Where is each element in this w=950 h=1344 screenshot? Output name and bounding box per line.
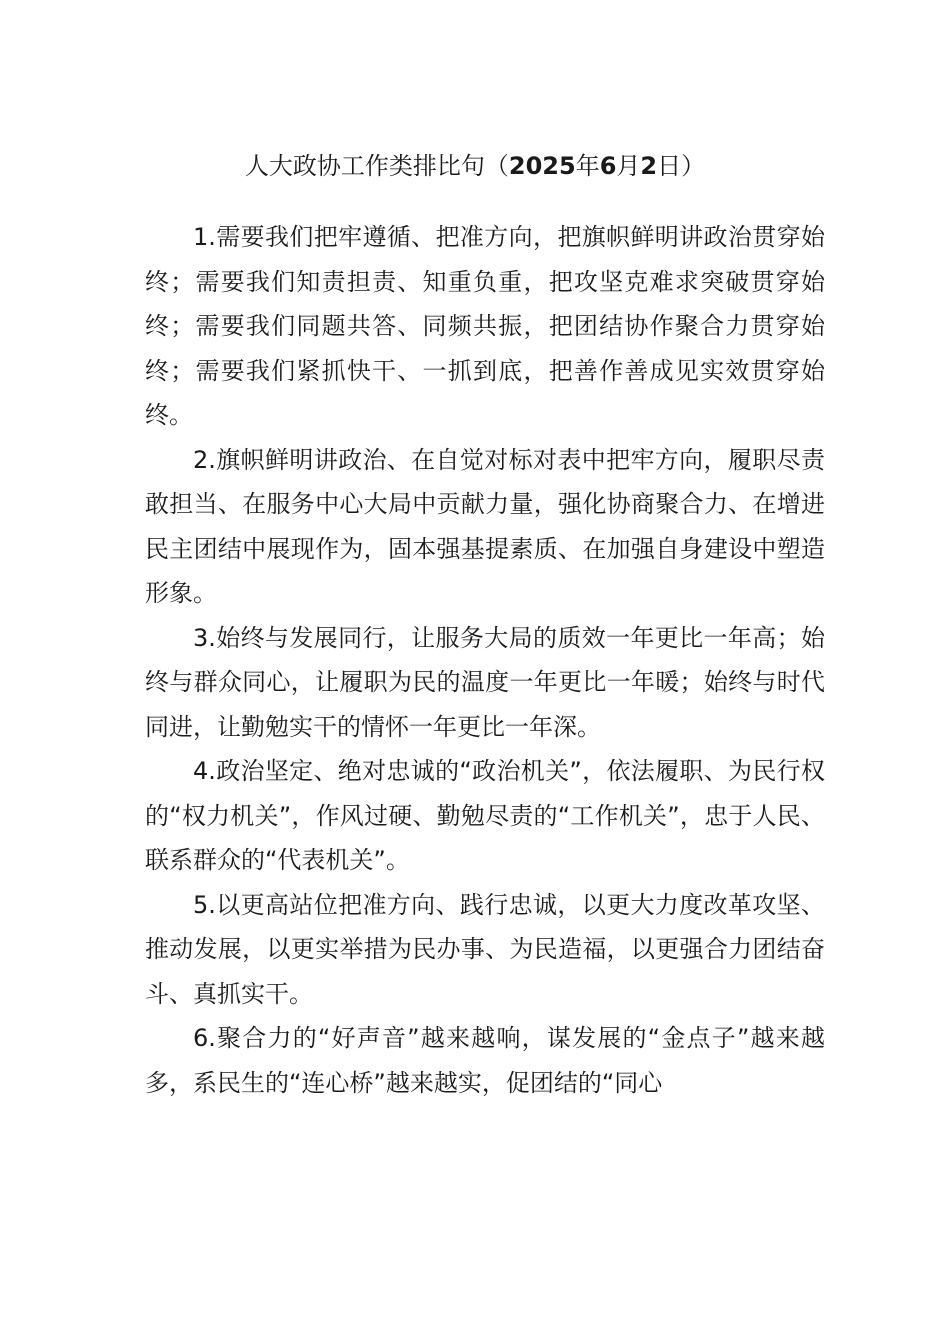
paragraph-5: 5.以更高站位把准方向、践行忠诚，以更大力度改革攻坚、推动发展，以更实举措为民办事、为民造福，以更强合力团结奋斗、真抓实干。 — [145, 890, 825, 1008]
document-title — [0, 144, 950, 188]
paragraph-1: 1.需要我们把牢遵循、把准方向，把旗帜鲜明讲政治贯穿始终；需要我们知责担责、知重负重，把攻坚克难求突破贯穿始终；需要我们同题共答、同频共振，把团结协作聚合力贯穿始终；需要我们紧抓快干、一抓到底，把善作善成见实效贯穿始终。 — [145, 223, 825, 429]
paragraph-3: 3.始终与发展同行，让服务大局的质效一年更比一年高；始终与群众同心，让履职为民的温度一年更比一年暖；始终与时代同进，让勤勉实干的情怀一年更比一年深。 — [145, 623, 825, 741]
title-ri: 日 — [657, 152, 682, 180]
document-body — [145, 215, 825, 1105]
title-yue: 月 — [616, 152, 641, 180]
title-nian: 年 — [575, 152, 600, 180]
title-suffix: ） — [681, 152, 706, 180]
title-day: 2 — [640, 152, 658, 180]
title-year: 2025 — [508, 152, 576, 180]
paragraph-2: 2.旗帜鲜明讲政治、在自觉对标对表中把牢方向，履职尽责敢担当、在服务中心大局中贡献力量，强化协商聚合力、在增进民主团结中展现作为，固本强基提素质、在加强自身建设中塑造形象。 — [145, 445, 825, 607]
paragraph-6: 6.聚合力的“好声音”越来越响，谋发展的“金点子”越来越多，系民生的“连心桥”越来越实，促团结的“同心 — [145, 1024, 825, 1097]
title-month: 6 — [599, 152, 617, 180]
paragraph-4: 4.政治坚定、绝对忠诚的“政治机关”，依法履职、为民行权的“权力机关”，作风过硬、勤勉尽责的“工作机关”，忠于人民、联系群众的“代表机关”。 — [145, 757, 825, 874]
title-prefix: 人大政协工作类排比句（ — [244, 152, 509, 180]
